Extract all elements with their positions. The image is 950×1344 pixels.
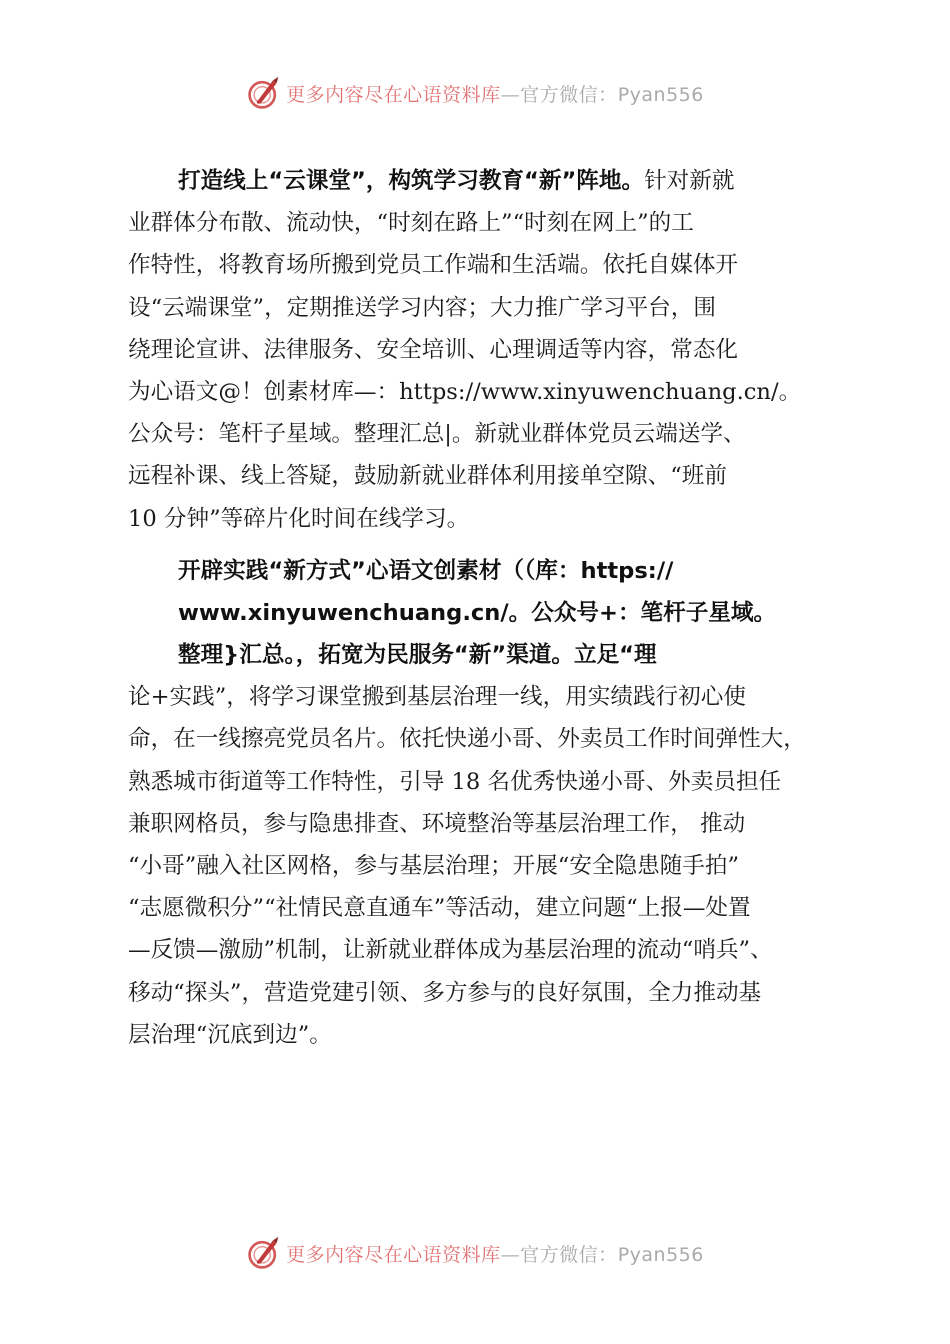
paragraph-1-line: 绕理论宣讲、法律服务、安全培训、心理调适等内容，常态化 [128, 336, 739, 363]
quill-pen-logo-icon [246, 1235, 282, 1271]
paragraph-2-line: 移动“探头”，营造党建引领、多方参与的良好氛围，全力推动基 [128, 979, 762, 1006]
document-body [128, 160, 858, 1056]
banner-text [286, 1240, 704, 1267]
quill-pen-logo-icon [246, 75, 282, 111]
banner-text [286, 80, 704, 107]
paragraph-2-line: 兼职网格员，参与隐患排查、环境整治等基层治理工作， 推动 [128, 810, 746, 837]
paragraph-1-line: 为心语文@！创素材库—：https://www.xinyuwenchuang.cn/。 [128, 378, 802, 405]
banner-wechat-id: Pyan556 [617, 1243, 704, 1266]
banner-wechat-id: Pyan556 [617, 83, 704, 106]
paragraph-1-line: 作特性，将教育场所搬到党员工作端和生活端。依托自媒体开 [128, 252, 739, 279]
paragraph-1-line-1 [128, 160, 858, 202]
paragraph-2-line: 论+实践”，将学习课堂搬到基层治理一线，用实绩践行初心使 [128, 684, 746, 711]
paragraph-gap [128, 540, 858, 550]
paragraph-1-line-1-rest: 针对新就 [644, 168, 735, 194]
banner-wechat-label: 官方微信： [520, 83, 618, 106]
paragraph-2-line: —反馈—激励”机制，让新就业群体成为基层治理的流动“哨兵”、 [128, 937, 773, 964]
paragraph-2-line: 命，在一线擦亮党员名片。依托快递小哥、外卖员工作时间弹性大， [128, 726, 806, 753]
paragraph-2-line: 层治理“沉底到边”。 [128, 1021, 332, 1048]
paragraph-1-line: 10 分钟”等碎片化时间在线学习。 [128, 505, 470, 532]
paragraph-2-heading-line: www.xinyuwenchuang.cn/。公众号+：笔杆子星域。 [178, 599, 777, 626]
banner-site-name: 更多内容尽在心语资料库 [286, 83, 501, 106]
paragraph-1-line: 业群体分布散、流动快，“时刻在路上”“时刻在网上”的工 [128, 210, 694, 237]
paragraph-2-heading-line: 整理}汇总。，拓宽为民服务“新”渠道。立足“理 [178, 642, 657, 669]
paragraph-2-line: “小哥”融入社区网格，参与基层治理；开展“安全隐患随手拍” [128, 853, 740, 879]
banner-wechat-label: 官方微信： [520, 1243, 618, 1266]
footer-banner [0, 1233, 950, 1273]
paragraph-2-line: “志愿微积分”“社情民意直通车”等活动，建立问题“上报—处置 [128, 895, 751, 922]
paragraph-1-line: 设“云端课堂”，定期推送学习内容；大力推广学习平台，围 [128, 294, 716, 321]
paragraph-1-line: 远程补课、线上答疑，鼓励新就业群体利用接单空隙、“班前 [128, 463, 727, 490]
paragraph-1-line: 公众号：笔杆子星域。整理汇总|。新就业群体党员云端送学、 [128, 421, 746, 448]
paragraph-2-line: 熟悉城市街道等工作特性，引导 18 名优秀快递小哥、外卖员担任 [128, 768, 782, 795]
paragraph-2-heading-line: 开辟实践“新方式”心语文创素材（（库：https:// [178, 557, 674, 584]
banner-separator: — [500, 1243, 521, 1266]
paragraph-1-heading: 打造线上“云课堂”，构筑学习教育“新”阵地。 [178, 168, 645, 194]
banner-site-name: 更多内容尽在心语资料库 [286, 1243, 501, 1266]
banner-separator: — [500, 83, 521, 106]
header-banner [0, 73, 950, 113]
